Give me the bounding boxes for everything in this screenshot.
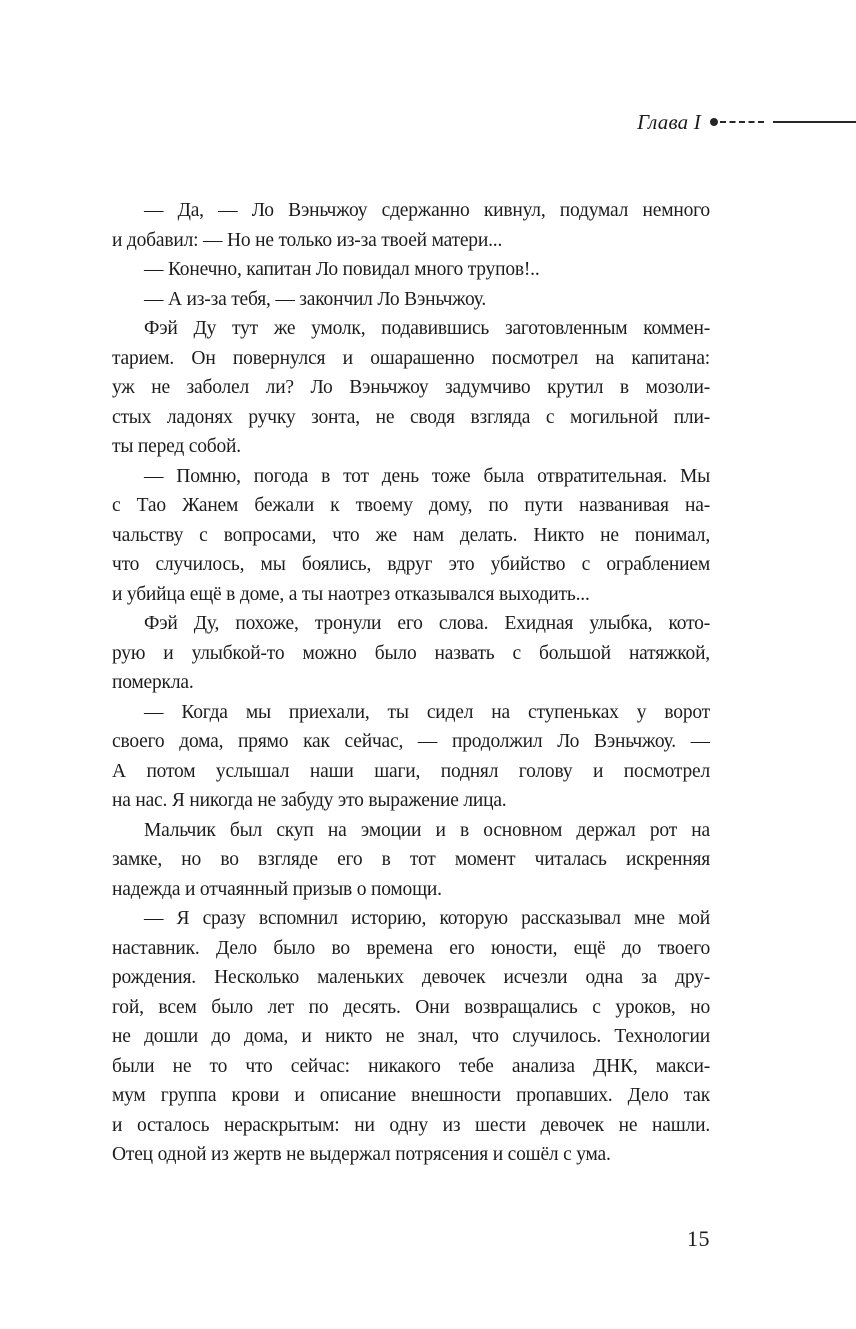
chapter-title: Глава I [637,109,701,134]
text-line: — Когда мы приехали, ты сидел на ступеньках у ворот [144,701,710,723]
text-line: своего дома, прямо как сейчас, — продолжил Ло Вэньчжоу. — [112,731,710,752]
divider-dash-icon [720,121,764,123]
paragraph [112,255,710,285]
text-line: — Помню, погода в тот день тоже была отвратительная. Мы [144,465,710,487]
text-line: с Тао Жанем бежали к твоему дому, по пути названивая на- [112,495,710,516]
paragraph [112,609,710,698]
text-line: надежда и отчаянный призыв о помощи. [112,878,442,900]
text-line: А потом услышал наши шаги, поднял голову и посмотрел [112,760,710,782]
paragraph [112,196,710,255]
text-line: Фэй Ду, похоже, тронули его слова. Ехидная улыбка, кото- [144,613,710,634]
paragraph [112,285,710,315]
text-block [112,196,710,1170]
text-line: — Да, — Ло Вэньчжоу сдержанно кивнул, подумал немного [144,200,710,221]
paragraph [112,314,710,462]
text-line: — Конечно, капитан Ло повидал много трупов!.. [144,259,540,280]
text-line: Отец одной из жертв не выдержал потрясения и сошёл с ума. [112,1144,611,1165]
text-line: рую и улыбкой-то можно было назвать с большой натяжкой, [112,642,710,664]
paragraph [112,462,710,610]
chapter-header [637,110,856,134]
text-line: мум группа крови и описание внешности пропавших. Дело так [112,1085,710,1106]
text-line: стых ладонях ручку зонта, не сводя взгляда с могильной пли- [112,406,710,428]
text-line: и добавил: — Но не только из-за твоей матери... [112,229,503,251]
text-line: померкла. [112,672,194,693]
text-line: замке, но во взгляде его в тот момент читалась искренняя [112,849,710,870]
text-line: рождения. Несколько маленьких девочек исчезли одна за дру- [112,967,710,988]
text-line: — Я сразу вспомнил историю, которую рассказывал мне мой [144,908,710,929]
paragraph [112,698,710,816]
text-line: чальству с вопросами, что же нам делать. Никто не понимал, [112,524,710,546]
text-line: были не то что сейчас: никакого тебе анализа ДНК, макси- [112,1055,710,1077]
text-line: гой, всем было лет по десять. Они возвращались с уроков, но [112,996,710,1018]
text-line: тарием. Он повернулся и ошарашенно посмотрел на капитана: [112,347,710,369]
divider-rule [773,121,856,123]
page-number: 15 [687,1226,710,1251]
text-line: что случилось, мы боялись, вдруг это убийство с ограблением [112,554,710,575]
paragraph [112,816,710,905]
text-line: на нас. Я никогда не забуду это выражение лица. [112,790,507,811]
text-line: уж не заболел ли? Ло Вэньчжоу задумчиво крутил в мозоли- [112,377,710,398]
text-line: и осталось нераскрытым: ни одну из шести девочек не нашли. [112,1114,710,1136]
text-line: и убийца ещё в доме, а ты наотрез отказывался выходить... [112,583,590,605]
divider-bullet-icon [710,118,718,126]
text-line: Мальчик был скуп на эмоции и в основном держал рот на [144,819,710,841]
text-line: Фэй Ду тут же умолк, подавившись заготовленным коммен- [144,318,710,339]
text-line: не дошли до дома, и никто не знал, что случилось. Технологии [112,1026,710,1047]
paragraph [112,904,710,1170]
text-line: наставник. Дело было во времена его юности, ещё до твоего [112,937,710,959]
text-line: — А из-за тебя, — закончил Ло Вэньчжоу. [144,288,487,310]
text-line: ты перед собой. [112,436,241,457]
